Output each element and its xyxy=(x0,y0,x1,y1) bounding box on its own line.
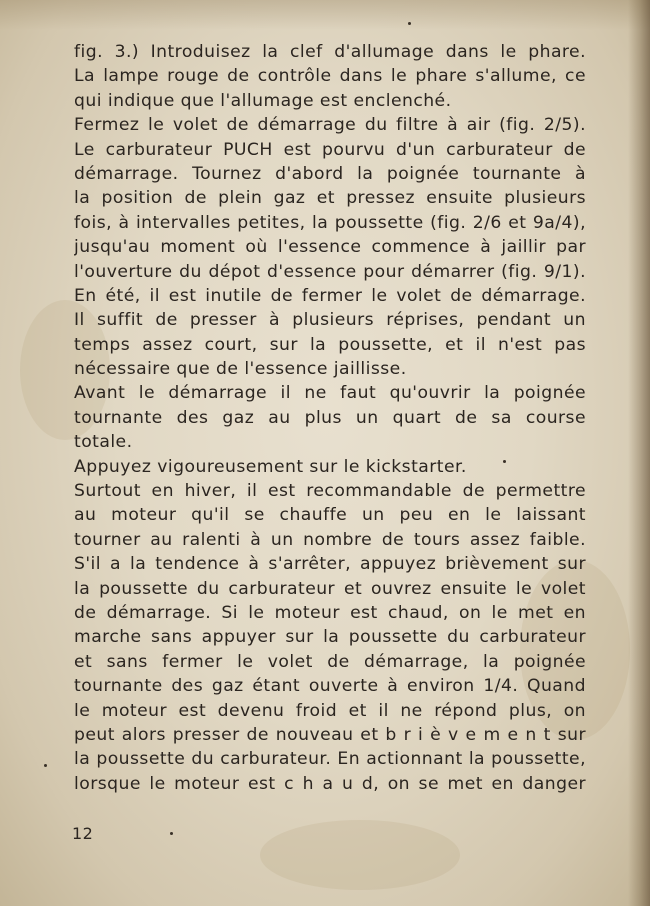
text-line: au moteur qu'il se chauffe un peu en le laissant xyxy=(74,505,586,526)
text-line: lorsque le moteur est c h a u d, on se met en danger xyxy=(74,773,586,794)
text-line: la poussette du carburateur. En actionnant la poussette, xyxy=(74,749,586,770)
text-line: l'ouverture du dépot d'essence pour démarrer (fig. 9/1). xyxy=(74,261,586,282)
text-line: qui indique que l'allumage est enclenché. xyxy=(74,90,452,111)
text-line: nécessaire que de l'essence jaillisse. xyxy=(74,359,407,380)
page-top-shade xyxy=(0,0,650,30)
text-line: Appuyez vigoureusement sur le kickstarter. xyxy=(74,456,467,477)
text-line: la poussette du carburateur et ouvrez ensuite le volet xyxy=(74,578,586,599)
text-line: démarrage. Tournez d'abord la poignée tournante à xyxy=(74,163,586,184)
text-line: tournante des gaz au plus un quart de sa course xyxy=(74,407,586,428)
text-line: En été, il est inutile de fermer le volet de démarrage. xyxy=(74,285,586,306)
text-line: fois, à intervalles petites, la poussette (fig. 2/6 et 9a/4), xyxy=(74,212,586,233)
text-line: S'il a la tendence à s'arrêter, appuyez brièvement sur xyxy=(74,554,586,575)
body-text xyxy=(74,40,586,796)
page-number: 12 xyxy=(72,824,94,843)
text-line: de démarrage. Si le moteur est chaud, on le met en xyxy=(74,602,586,623)
text-line: tournante des gaz étant ouverte à environ 1/4. Quand xyxy=(74,676,586,697)
ink-speck xyxy=(44,764,47,767)
text-line: temps assez court, sur la poussette, et il n'est pas xyxy=(74,334,586,355)
text-line: Le carburateur PUCH est pourvu d'un carburateur de xyxy=(74,139,586,160)
text-line: marche sans appuyer sur la poussette du carburateur xyxy=(74,627,586,648)
text-line: le moteur est devenu froid et il ne répond plus, on xyxy=(74,700,586,721)
text-line: tourner au ralenti à un nombre de tours assez faible. xyxy=(74,529,586,550)
text-line: la position de plein gaz et pressez ensuite plusieurs xyxy=(74,188,586,209)
text-line: jusqu'au moment où l'essence commence à jaillir par xyxy=(74,237,586,258)
text-line: Il suffit de presser à plusieurs réprises, pendant un xyxy=(74,310,586,331)
page-edge-shadow xyxy=(628,0,650,906)
text-line: totale. xyxy=(74,432,133,453)
ink-speck xyxy=(503,460,506,463)
paper-stain xyxy=(260,820,460,890)
text-line: Surtout en hiver, il est recommandable de permettre xyxy=(74,481,586,502)
text-line: Fermez le volet de démarrage du filtre à air (fig. 2/5). xyxy=(74,115,586,136)
text-line: et sans fermer le volet de démarrage, la poignée xyxy=(74,651,586,672)
text-line: La lampe rouge de contrôle dans le phare s'allume, ce xyxy=(74,66,586,87)
text-line: fig. 3.) Introduisez la clef d'allumage dans le phare. xyxy=(74,42,586,62)
text-line: Avant le démarrage il ne faut qu'ouvrir la poignée xyxy=(74,383,586,404)
ink-speck xyxy=(170,832,173,835)
ink-speck xyxy=(408,22,411,25)
text-line: peut alors presser de nouveau et b r i è v e m e n t sur xyxy=(74,724,586,745)
